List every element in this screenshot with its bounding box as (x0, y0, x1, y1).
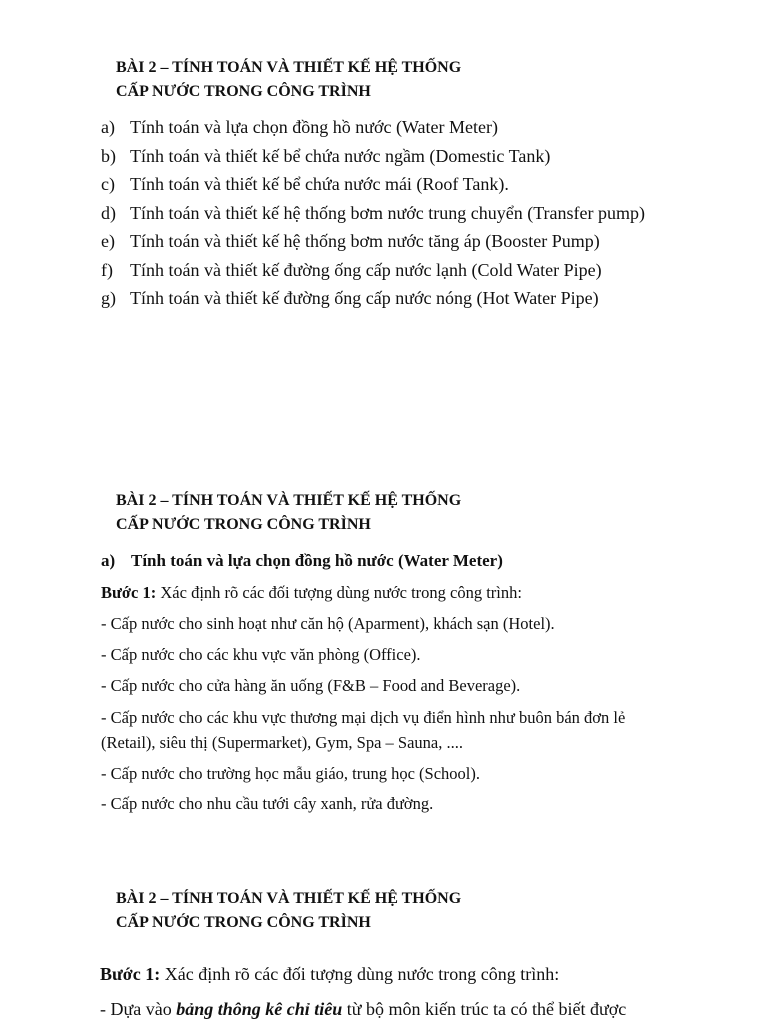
step-label: Bước 1: (101, 583, 157, 602)
title-line-2: CẤP NƯỚC TRONG CÔNG TRÌNH (116, 516, 371, 533)
list-item-text: Tính toán và thiết kế đường ống cấp nước lạnh (Cold Water Pipe) (130, 259, 602, 280)
list-item-text: Tính toán và thiết kế hệ thống bơm nước tăng áp (Booster Pump) (130, 231, 600, 251)
title-line-2: CẤP NƯỚC TRONG CÔNG TRÌNH (116, 83, 371, 100)
list-item-letter: f) (101, 259, 113, 280)
list-item-text: Tính toán và thiết kế hệ thống bơm nước trung chuyển (Transfer pump) (130, 202, 646, 223)
list-item-letter: d) (101, 202, 116, 223)
step-label: Bước 1: (100, 964, 161, 984)
list-item-letter: a) (101, 117, 115, 137)
title-line-1: BÀI 2 – TÍNH TOÁN VÀ THIẾT KẾ HỆ THỐNG (116, 59, 462, 76)
list-item-text: Tính toán và thiết kế bể chứa nước mái (Roof Tank). (130, 174, 509, 194)
body-line-emphasis: bảng thông kê chỉ tiêu (176, 999, 343, 1019)
subsection-heading-text: Tính toán và lựa chọn đồng hồ nước (Water Meter) (131, 551, 503, 570)
title-line-1: BÀI 2 – TÍNH TOÁN VÀ THIẾT KẾ HỆ THỐNG (116, 492, 462, 509)
bullet-line: - Cấp nước cho trường học mẫu giáo, trung học (School). (101, 764, 481, 783)
step-text: Xác định rõ các đối tượng dùng nước trong công trình: (160, 964, 560, 984)
bullet-line: - Cấp nước cho nhu cầu tưới cây xanh, rửa đường. (101, 794, 434, 813)
list-item-text: Tính toán và lựa chọn đồng hồ nước (Water Meter) (130, 117, 498, 137)
body-line-suffix: từ bộ môn kiến trúc ta có thể biết được (342, 999, 627, 1019)
body-line (100, 997, 720, 1022)
list-item-letter: g) (101, 288, 116, 308)
list-item-letter: c) (101, 174, 115, 194)
title-line-1: BÀI 2 – TÍNH TOÁN VÀ THIẾT KẾ HỆ THỐNG (116, 890, 462, 907)
bullet-line: - Cấp nước cho các khu vực thương mại dịch vụ điển hình như buôn bán đơn lẻ (Retail), siêu thị (Supermarket), Gym, Spa – Sauna, .... (101, 708, 626, 752)
list-item-letter: e) (101, 231, 115, 251)
title-line-2: CẤP NƯỚC TRONG CÔNG TRÌNH (116, 914, 371, 931)
step-text: Xác định rõ các đối tượng dùng nước trong công trình: (156, 583, 522, 602)
bullet-line: - Cấp nước cho sinh hoạt như căn hộ (Aparment), khách sạn (Hotel). (101, 614, 555, 633)
list-item-letter: b) (101, 145, 116, 166)
body-line-prefix: - Dựa vào (100, 999, 177, 1019)
bullet-line: - Cấp nước cho các khu vực văn phòng (Office). (101, 645, 421, 664)
bullet-line: - Cấp nước cho cửa hàng ăn uống (F&B – Food and Beverage). (101, 676, 521, 695)
list-item-text: Tính toán và thiết kế đường ống cấp nước nóng (Hot Water Pipe) (130, 288, 599, 308)
list-item-text: Tính toán và thiết kế bể chứa nước ngầm (Domestic Tank) (130, 145, 551, 166)
slide-3-title (116, 887, 461, 935)
step-1-line (100, 962, 700, 987)
subsection-letter: a) (101, 551, 116, 570)
